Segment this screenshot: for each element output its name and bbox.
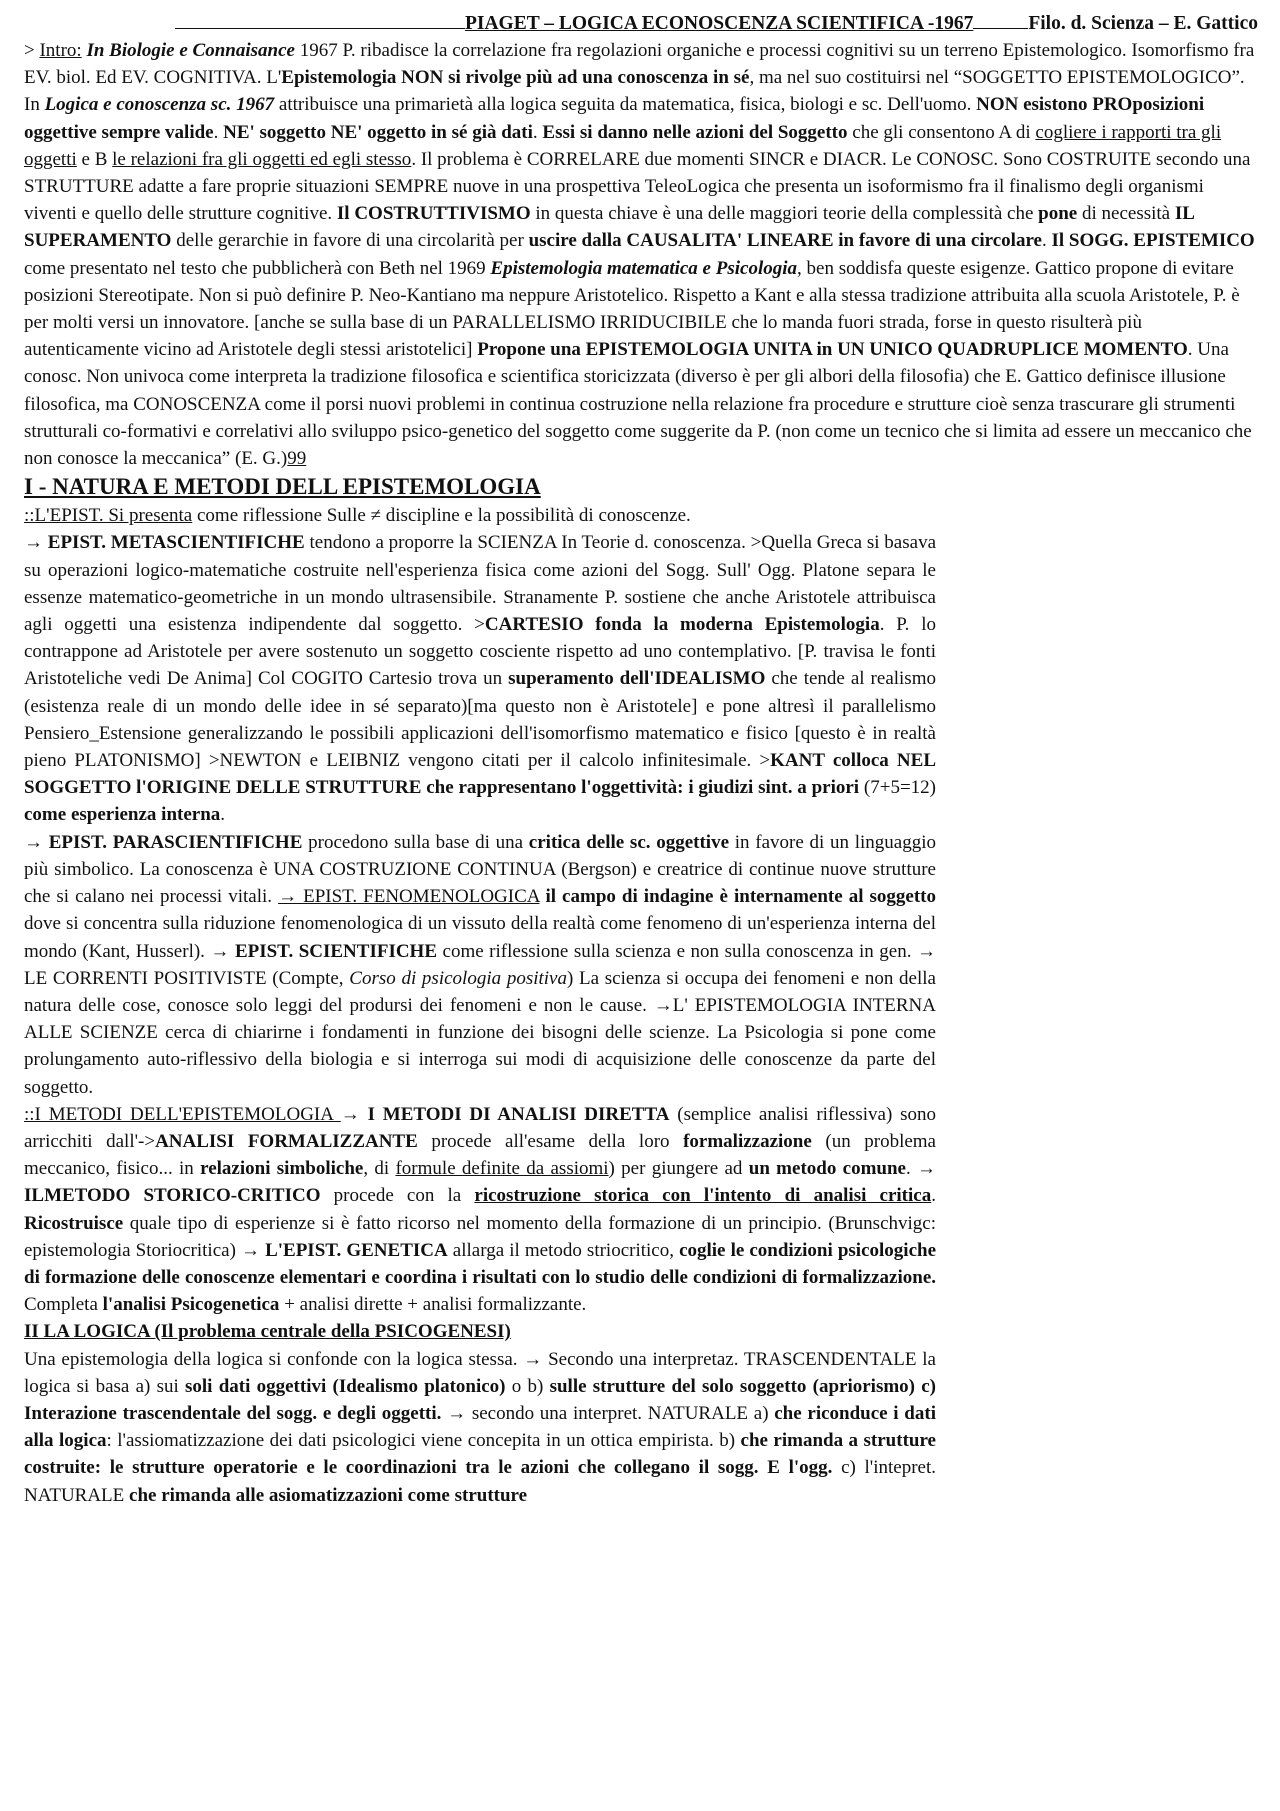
paragraph-text: che tende al realismo (esistenza reale di un mondo delle idee in sé separato)[ma questo non è Aristotele] e pone altresì il parallelismo Pensiero_Estensione generalizzando le possibili applicazioni dell'isomorfismo matematico e fisico [questo è in realtà pieno PLATONISMO] >NEWTON e LEIBNIZ vengono citati per il calcolo infinitesimale. >: [24, 668, 936, 772]
paragraph-emphasis: che riconduce i dati alla logica: [24, 1402, 936, 1452]
paragraph-emphasis: critica delle sc. oggettive: [528, 831, 730, 853]
paragraph-text: → secondo una interpret. NATURALE a): [441, 1402, 775, 1424]
paragraph-emphasis: EPIST. PARASCIENTIFICHE: [48, 831, 303, 853]
paragraph: [24, 529, 936, 828]
paragraph-emphasis: l'analisi Psicogenetica: [102, 1294, 280, 1316]
paragraph-text: →: [340, 1103, 368, 1125]
intro-text: >: [24, 40, 40, 61]
intro-text: 1967 P. ribadisce la correlazione fra regolazioni organiche e processi cognitivi su un terreno Epistemologico. Isomorfismo fra EV. biol. Ed EV. COGNITIVA. L': [24, 40, 1255, 89]
paragraph-text: come riflessione sulla scienza e non sulla conoscenza in gen. → LE CORRENTI POSITIVISTE (Compte,: [24, 940, 936, 989]
paragraph-underline: ::L'EPIST. Si presenta: [24, 505, 193, 527]
document-title: PIAGET – LOGICA ECONOSCENZA SCIENTIFICA -1967: [464, 13, 974, 34]
paragraph-text: tendono a proporre la SCIENZA In Teorie d. conoscenza. >Quella Greca si basava su operazioni logico-matematiche costruite nell'esperienza fisica come azioni del Sogg. Sull' Ogg. Platone separa le essenze matematico-geometriche in un mondo ultrasensibile. Stranamente P. sostiene che anche Aristotele attribuisca agli oggetti una esistenza indipendente dal soggetto. >: [24, 532, 936, 636]
paragraph-emphasis: Ricostruisce: [24, 1212, 124, 1234]
intro-underline: cogliere i rapporti tra gli oggetti: [24, 121, 1222, 170]
paragraph-text: . →: [905, 1158, 937, 1180]
paragraph-text: procede con la: [320, 1185, 475, 1207]
intro-emphasis: Epistemologia NON si rivolge più ad una conoscenza in sé: [281, 67, 750, 89]
section-1-title: I - NATURA E METODI DELL EPISTEMOLOGIA: [24, 474, 541, 500]
header-blank: [973, 28, 1028, 29]
paragraph: [24, 1101, 936, 1319]
book-title: Logica e conoscenza sc. 1967: [44, 94, 275, 116]
paragraph-text: (un problema meccanico, fisico... in: [24, 1130, 936, 1180]
intro-text: delle gerarchie in favore di una circolarità per: [171, 230, 529, 252]
paragraph-text: ) per giungere ad: [608, 1158, 749, 1180]
intro-emphasis: IL SUPERAMENTO: [24, 203, 1194, 252]
intro-text: che gli consentono A di: [847, 121, 1036, 143]
paragraph-emphasis: soli dati oggettivi (Idealismo platonico): [185, 1375, 506, 1397]
paragraph: [24, 829, 936, 1101]
paragraph-text: procede all'esame della loro: [417, 1130, 684, 1152]
book-title: Corso di psicologia positiva: [349, 967, 567, 989]
paragraph-text: (semplice analisi riflessiva) sono arricchiti dall'->: [24, 1103, 937, 1152]
paragraph-text: (7+5=12): [859, 777, 936, 799]
paragraph-text: , di: [363, 1158, 396, 1180]
paragraph-emphasis: I METODI DI ANALISI DIRETTA: [367, 1103, 670, 1125]
course-label: Filo. d. Scienza – E. Gattico: [1028, 13, 1258, 34]
paragraph-emphasis: ILMETODO STORICO-CRITICO: [24, 1185, 321, 1207]
paragraph-text: procedono sulla base di una: [302, 831, 529, 853]
intro-label: Intro:: [39, 40, 82, 61]
paragraph-emphasis: superamento dell'IDEALISMO: [508, 668, 766, 690]
paragraph-text: .: [220, 804, 226, 826]
paragraph-emphasis: EPIST. SCIENTIFICHE: [234, 940, 438, 962]
intro-emphasis: pone: [1038, 203, 1078, 225]
page-reference: 99: [287, 448, 307, 470]
intro-emphasis: Il COSTRUTTIVISMO: [336, 203, 531, 225]
intro-text: e B: [76, 148, 113, 170]
section-1-body: [24, 502, 936, 1509]
paragraph-text: .: [931, 1185, 936, 1207]
paragraph-text: →: [24, 532, 48, 554]
intro-text: .: [1041, 230, 1052, 252]
paragraph-emphasis: coglie le condizioni psicologiche di formazione delle conoscenze elementari e coordina i risultati con lo studio delle condizioni di formalizzazione.: [24, 1239, 936, 1288]
paragraph-emphasis: relazioni simboliche: [200, 1158, 364, 1180]
intro-emphasis: NE' soggetto NE' oggetto in sé già dati: [223, 121, 533, 143]
paragraph-emphasis: L'EPIST. GENETICA: [265, 1239, 448, 1261]
intro-text: come presentato nel testo che pubblicherà con Beth nel 1969: [24, 257, 491, 279]
paragraph-text: →: [24, 831, 49, 853]
intro-paragraph: [24, 37, 1258, 472]
intro-emphasis: Propone una EPISTEMOLOGIA UNITA in UN UNICO QUADRUPLICE MOMENTO: [477, 339, 1188, 361]
paragraph-text: in favore di un linguaggio più simbolico. La conoscenza è UNA COSTRUZIONE CONTINUA (Bergson) e creatrice di continue nuove strutture che si calano nei processi vitali.: [24, 831, 936, 908]
book-title: Epistemologia matematica e Psicologia: [490, 257, 798, 279]
paragraph-emphasis: formalizzazione: [683, 1130, 812, 1152]
paragraph-underline: → EPIST. FENOMENOLOGICA: [278, 886, 540, 908]
paragraph-text: quale tipo di esperienze si è fatto ricorso nel momento della formazione di un principio. (Brunschvigc: epistemologia Storiocritica) →: [24, 1212, 936, 1261]
paragraph-emphasis: che rimanda a strutture costruite: le strutture operatorie e le coordinazioni tra le azioni che collegano il sogg. E l'ogg.: [24, 1430, 936, 1479]
paragraph-text: . P. lo contrappone ad Aristotele per avere sostenuto un soggetto cosciente rispetto ad uno contemplativo. [P. travisa le fonti Aristoteliche vedi De Anima] Col COGITO Cartesio trova un: [24, 614, 936, 690]
intro-text: .: [213, 121, 224, 143]
paragraph-emphasis: sulle strutture del solo soggetto (apriorismo) c) Interazione trascendentale del sogg. e degli oggetti.: [24, 1375, 936, 1424]
intro-text: . Una conosc. Non univoca come interpreta la tradizione filosofica e scientifica storicizzata (diverso è per gli albori della filosofia) che E. Gattico definisce illusione filosofica, ma CONOSCENZA come il porsi nuovi problemi in continua costruzione nella relazione fra procedure e strutture cioè senza trascurare gli strumenti strutturali co-formativi e correlativi allo sviluppo psico-genetico del soggetto come suggerite da P. (non come un tecnico che si limita ad essere un meccanico che non conosce la meccanica” (E. G.): [24, 339, 1252, 470]
paragraph-text: o b): [505, 1375, 550, 1397]
paragraph-emphasis: come esperienza interna: [24, 804, 221, 826]
header-rule: [175, 28, 465, 29]
paragraph-text: come riflessione Sulle ≠ discipline e la possibilità di conoscenze.: [192, 505, 691, 527]
paragraph-emphasis: un metodo comune: [748, 1158, 906, 1180]
paragraph-text: ) La scienza si occupa dei fenomeni e non della natura delle cose, conosce solo leggi del prodursi dei fenomeni e non le cause. →L' EPISTEMOLOGIA INTERNA ALLE SCIENZE cerca di chiarirne i fondamenti in funzione dei bisogni delle scienze. La Psicologia si pone come prolungamento auto-riflessivo della biologia e si interroga sui modi di acquisizione delle conoscenze da parte del soggetto.: [24, 967, 936, 1098]
intro-emphasis: Il SOGG. EPISTEMICO: [1051, 230, 1255, 252]
paragraph: [24, 1346, 936, 1509]
intro-text: , ma nel suo costituirsi nel “SOGGETTO EPISTEMOLOGICO”. In: [24, 67, 1245, 116]
intro-text: .: [532, 121, 543, 143]
paragraph-text: c) l'intepret. NATURALE: [24, 1457, 936, 1506]
intro-text: . Il problema è CORRELARE due momenti SINCR e DIACR. Le CONOSC. Sono COSTRUITE secondo una STRUTTURE adatte a fare proprie situazioni SEMPRE nuove in una prospettiva TeleoLogica che presenta un isoformismo fra il finalismo degli organismi viventi e quello delle strutture cognitive.: [24, 148, 1251, 225]
paragraph-text: dove si concentra sulla riduzione fenomenologica di un vissuto della realtà come fenomeno di un'esperienza interna del mondo (Kant, Husserl). →: [24, 913, 936, 962]
intro-underline: le relazioni fra gli oggetti ed egli stesso: [112, 148, 412, 170]
paragraph-emphasis: ricostruzione storica con l'intento di analisi critica: [474, 1185, 932, 1207]
paragraph-emphasis: che rimanda alle asiomatizzazioni come strutture: [129, 1484, 528, 1506]
intro-text: in questa chiave è una delle maggiori teorie della complessità che: [530, 203, 1039, 225]
section-2-title: II LA LOGICA (Il problema centrale della PSICOGENESI): [24, 1321, 511, 1343]
intro-text: di necessità: [1077, 203, 1175, 225]
intro-text: attribuisce una primarietà alla logica seguita da matematica, fisica, biologi e sc. Dell'uomo.: [274, 94, 977, 116]
intro-text: , ben soddisfa queste esigenze. Gattico propone di evitare posizioni Stereotipate. Non si può definire P. Neo-Kantiano ma neppure Aristotelico. Rispetto a Kant e alla stessa tradizione attribuita alla scuola Aristotele, P. è per molti versi un innovatore. [anche se sulla base di un PARALLELISMO IRRIDUCIBILE che lo manda fuori strada, forse in questo risulterà più autenticamente vicino ad Aristotele degli stessi aristotelici]: [24, 257, 1240, 361]
paragraph: [24, 502, 936, 529]
paragraph-text: Una epistemologia della logica si confonde con la logica stessa. → Secondo una interpretaz. TRASCENDENTALE la logica si basa a) sui: [24, 1348, 936, 1397]
page-header: [24, 10, 1258, 37]
paragraph-text: : l'assiomatizzazione dei dati psicologici viene concepita in un ottica empirista. b): [106, 1430, 741, 1452]
paragraph-emphasis: CARTESIO fonda la moderna Epistemologia: [484, 614, 880, 636]
paragraph-text: Completa: [24, 1294, 103, 1316]
paragraph-emphasis: ANALISI FORMALIZZANTE: [155, 1130, 418, 1152]
intro-emphasis: NON esistono PROposizioni oggettive sempre valide: [24, 94, 1205, 143]
paragraph-emphasis: KANT colloca NEL SOGGETTO l'ORIGINE DELLE STRUTTURE che rappresentano l'oggettività: i giudizi sint. a priori: [24, 750, 936, 799]
intro-emphasis: Essi si danno nelle azioni del Soggetto: [542, 121, 848, 143]
book-title: In Biologie e Connaisance: [86, 40, 295, 61]
intro-emphasis: uscire dalla CAUSALITA' LINEARE in favore di una circolare: [528, 230, 1042, 252]
paragraph-underline: formule definite da assiomi: [395, 1158, 609, 1180]
paragraph-underline: ::I METODI DELL'EPISTEMOLOGIA: [24, 1103, 341, 1125]
paragraph-text: + analisi dirette + analisi formalizzante.: [279, 1294, 587, 1316]
paragraph-text: allarga il metodo striocritico,: [447, 1239, 680, 1261]
paragraph-emphasis: il campo di indagine è internamente al soggetto: [545, 886, 936, 908]
paragraph-emphasis: EPIST. METASCIENTIFICHE: [47, 532, 305, 554]
